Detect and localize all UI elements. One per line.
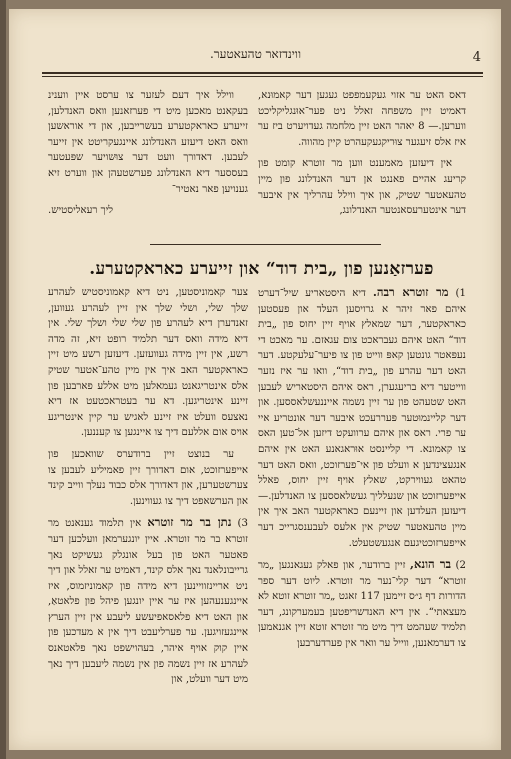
entry-text: דיא היסטאריע שיל־דערט איהם פאר זיהר א גרויסען העלד און פעסטען כאראקטער, דער שמאלץ אויף זיין יחוס פון „בית דוד“ האט איהם געבראכט צום עגאזם. ער מאכט די נעפּאטר גונטען קאפּ ווייט פון צו פיער־עלעקטע. דער האט דער עהרע פון „בית דוד“, וואו ער איז נזער ווייטער דיא בריעגערן, ראס איהם היסטאריש לעבען האט שטעהט פון ער זיין נשמה אייננעשלאססען. און דער קליינמוּטער פּעררעכט איבער דער אונטריע איי ער פרי. ראס און איהם ערוועקט דיזען אל־טען האס צו קאמונא. די קליינסט אוּראגאנע האט אין איהם אנגעצינדען א וועלט פון אי־פערזוכט, וואס האט דער טהאט געווירקט, שאלץ אויף זיין יחוס, פאלל אייפערזוכט און שנעלליך געשלאססען צו האנדלען.— דיעזען העלדען און זיינעם כאראקטער האב איך אין מיין טהעאטער שטיק אין אלעס לעבענסגרייכ דער אייפערזוכטיגעם אנגעשטעלט. bbox=[258, 288, 466, 549]
entry-3 bbox=[48, 515, 248, 688]
paragraph: אין דיעזען מאמענט ווען מר זוטרא קומט פון קריעג אהיים פאנגט אן דער האנדלונג פון מיין טהעאטער שטיק, און איך ווילל עהרליך אין איבער דער אינטערעסאנטער האנדלונג, bbox=[258, 158, 466, 217]
paragraph: ער בנוצט זיין ברודערס שוואכען פון אייפערזוכט, אום דאדורך זיין פאמיליע לעבען צו צערשטערען, און דאדורך אלס כבוד נעלך ווייב קינד און הערשאפט דיך צו געווינען. bbox=[48, 448, 248, 507]
top-left-column bbox=[48, 88, 248, 225]
paragraph: ווילל איך דעם לעזער צו ערסט איין ווענינ בעקאנט מאכען מיט די פערזאנען וואס האנדלען, זייערע כאראקטערע בעשרייבען, און די אוראשען וואס האט דיעזע האנדלונג איינגעקריטט אין זייער לעבען. דאדורך וועט דער צוּשויער שפּעטער בעססער דיא האנדלונג פערשטעהן און ווערט זיא גענויען פאר נאטיר־ bbox=[48, 90, 248, 195]
entry-number: 1) bbox=[455, 288, 466, 299]
header-rule-thin bbox=[42, 76, 483, 77]
entry-text: אין תלמוד גענאנט מר זוטרא בר מר זוטרא. איין יונגערמאן וועלכען דער פאטער האט פון בעל אונגלק געשיקט נאך גרייבונלאנד נאך אלס קינד, דאמיט ער זאלל און דיך ניט אריינזוויינען דיא מידה פון קאמוניזמוס, איז איינגענעהען איז ער איין יונגען פיהל פון פלאטאַ, און האט דיא פלאסאפיעשע ליעבע אין זיין הערץ איינגעזויגען. ער פערליעבט דיך אין א מעדכען פון איין קוק אויף איהר, בעהוישפט נאך פלאטאנס לעהרע אז זיין נשמה פון אין נשמה ליעבען דיך נאך מיט דער וועלט, און bbox=[48, 518, 248, 686]
entry-text: זיין ברודער, און פאלק געגאנגען „מר זוטרא“ דער קלי־נער מר זוטרא. ליוט דער ספר הדורות דף ג״ס זיימען 117 זאגט „מר זוטרא זוטא לא מעצאתי“. אין דיא האנדשריפטען בעמערקונג, דער תלמיד שעהמט דיך מיט מר זוטרא זוטא זיין אגנאמען צו דערמאנען, ווייל ער וואר אין פערדערבען bbox=[258, 560, 466, 650]
right-column bbox=[258, 285, 466, 658]
header-rule bbox=[42, 72, 483, 74]
paragraph-closing: ליך רעאליסטיש. bbox=[48, 205, 114, 217]
entry-number: 2) bbox=[455, 560, 466, 572]
entry-name: נתן בר מר זוטרא bbox=[147, 515, 232, 530]
entry-1 bbox=[258, 285, 466, 551]
page-binding-edge bbox=[0, 0, 6, 759]
entry-name: בר הונא, bbox=[409, 557, 452, 572]
left-column bbox=[48, 285, 248, 694]
section-divider bbox=[150, 244, 381, 245]
entry-2 bbox=[258, 557, 466, 652]
top-right-column bbox=[258, 88, 466, 225]
section-title: פערזאַנען פון „בית דוד“ און זייערע כאראקטערע. bbox=[89, 259, 434, 279]
running-header-title: ווינדזאר טהעאטער. bbox=[209, 47, 302, 61]
entry-number: 3) bbox=[237, 518, 249, 530]
entry-name: מר זוטרא רבה. bbox=[372, 285, 449, 299]
page-number: 4 bbox=[472, 50, 481, 65]
paragraph: צער קאמוניסטען, ניט דיא קאמוניסטיש לעהרע שלך שלי, ושלי שלך אין זיין לעהרע געווען, זאנדערן דיא לעהרע פון שלי שלי ושלך שלי. אין דיא מידה וואס דער תלמיד רופט זיא, זה מדה רשע, אין זיין מידה געוועזען. דיעזען רשע מיט זיין כאראקטער האב איך אין מיין טהע־אטער שטיק אלס אינטריגאנט געמאלען מיט אללע פארבען פון זיינע אינטריגען. דא ער בעטראכטעט אז דיא נאצעס וועלט איז זיינע לאגיש ער קיין אינטריגע אויס אום אללעם דיך צו איינגען צו קעננען. bbox=[48, 287, 248, 439]
paragraph: דאס האט ער אזוי געקעמפפט געגען דער קאמוּנא, דאמיט זיין משפחה זאלל ניט פער־אוּנגליקליכט ווערען.— 8 יאהר האט זיין מלחמה געדויערט ביז ער איז אלס זיעגער צוּריקגעקעהרט קיין מהווה. bbox=[258, 90, 466, 148]
